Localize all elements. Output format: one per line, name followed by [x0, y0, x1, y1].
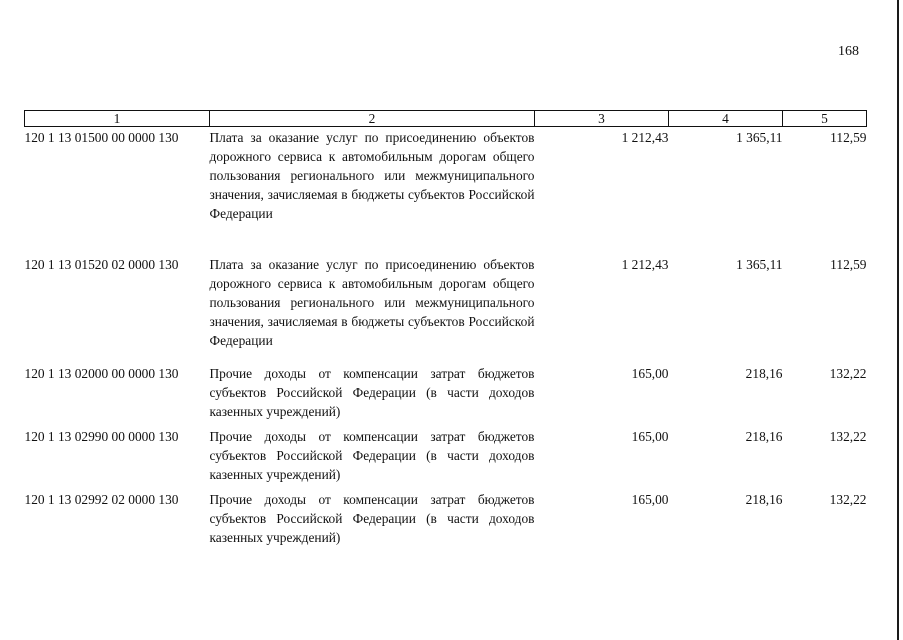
header-col-4: 4: [669, 111, 783, 127]
table-row: [25, 254, 867, 363]
header-col-1: 1: [25, 111, 210, 127]
income-description: Прочие доходы от компенсации затрат бюджетов субъектов Российской Федерации (в части доходов казенных учреждений): [209, 429, 535, 482]
header-col-3: 3: [535, 111, 669, 127]
income-description: Плата за оказание услуг по присоединению объектов дорожного сервиса к автомобильным дорогам общего пользования регионального или межмуниципального значения, зачисляемая в бюджеты субъектов Российской Федерации: [209, 257, 535, 348]
value-col-4: 1 365,11: [736, 130, 783, 145]
value-col-3: 165,00: [631, 492, 669, 507]
value-col-3: 165,00: [631, 429, 669, 444]
table-row: [25, 127, 867, 255]
value-col-4: 1 365,11: [736, 257, 783, 272]
value-col-4: 218,16: [745, 492, 783, 507]
value-col-5: 132,22: [829, 429, 867, 444]
value-col-3: 1 212,43: [621, 130, 669, 145]
budget-code: 120 1 13 01520 02 0000 130: [24, 257, 179, 272]
budget-table: [24, 110, 867, 552]
value-col-3: 165,00: [631, 366, 669, 381]
value-col-5: 112,59: [830, 130, 867, 145]
budget-code: 120 1 13 02992 02 0000 130: [24, 492, 179, 507]
table-row: [25, 489, 867, 552]
value-col-4: 218,16: [745, 429, 783, 444]
value-col-3: 1 212,43: [621, 257, 669, 272]
value-col-4: 218,16: [745, 366, 783, 381]
budget-code: 120 1 13 01500 00 0000 130: [24, 130, 179, 145]
value-col-5: 132,22: [829, 366, 867, 381]
page-number: 168: [838, 44, 859, 59]
income-description: Прочие доходы от компенсации затрат бюджетов субъектов Российской Федерации (в части доходов казенных учреждений): [209, 492, 535, 545]
table-row: [25, 363, 867, 426]
header-row: [25, 111, 867, 127]
budget-code: 120 1 13 02990 00 0000 130: [24, 429, 179, 444]
income-description: Прочие доходы от компенсации затрат бюджетов субъектов Российской Федерации (в части доходов казенных учреждений): [209, 366, 535, 419]
value-col-5: 132,22: [829, 492, 867, 507]
value-col-5: 112,59: [830, 257, 867, 272]
header-col-2: 2: [210, 111, 535, 127]
table-row: [25, 426, 867, 489]
page-edge-line: [897, 0, 899, 640]
income-description: Плата за оказание услуг по присоединению объектов дорожного сервиса к автомобильным дорогам общего пользования регионального или межмуниципального значения, зачисляемая в бюджеты субъектов Российской Федерации: [209, 130, 535, 221]
header-col-5: 5: [783, 111, 867, 127]
budget-code: 120 1 13 02000 00 0000 130: [24, 366, 179, 381]
